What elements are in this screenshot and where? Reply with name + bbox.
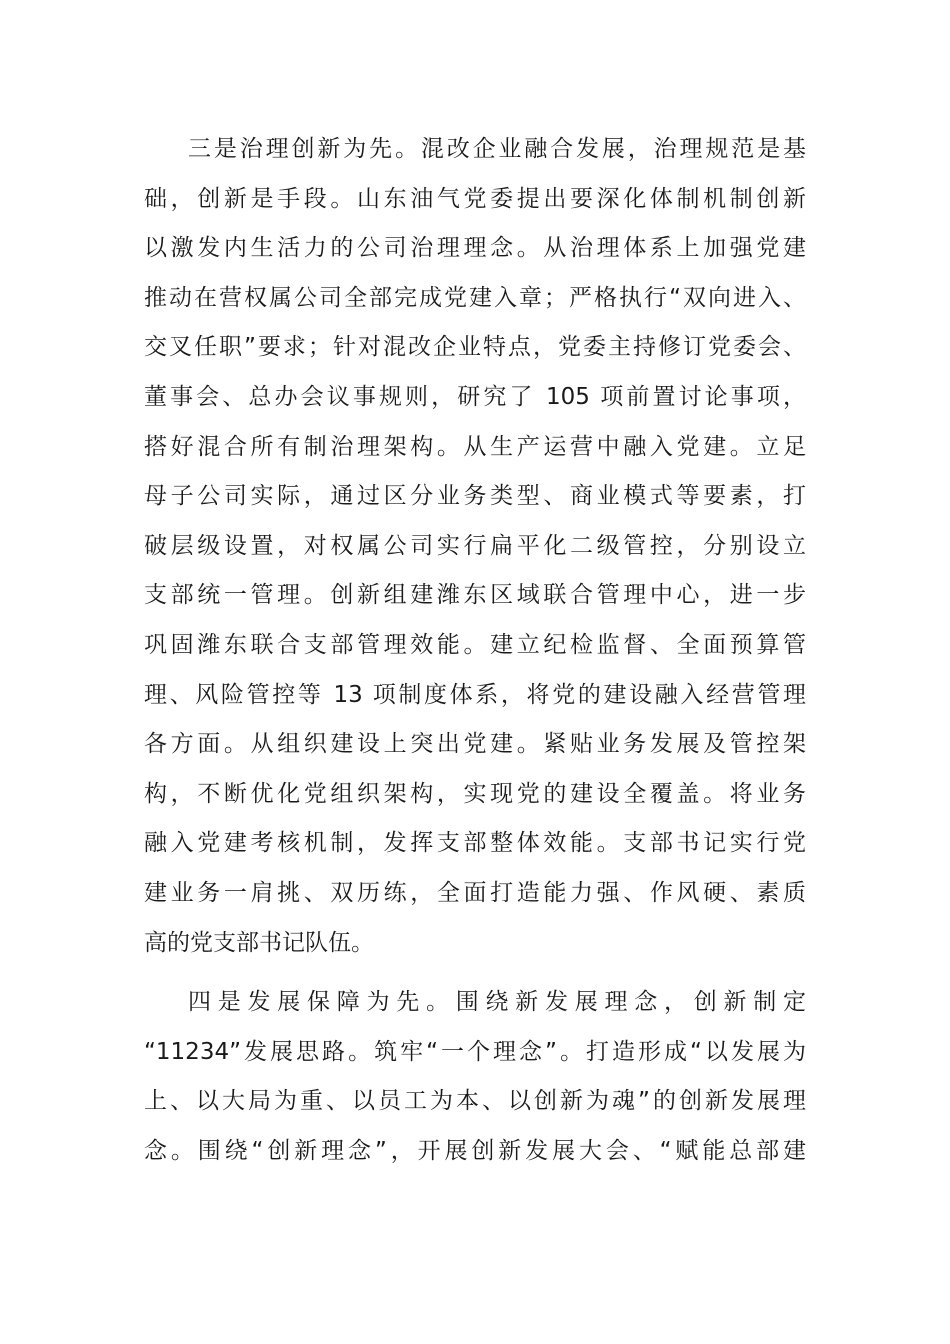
text-line: 上、以大局为重、以员工为本、以创新为魂”的创新发展理 <box>144 1088 806 1115</box>
text-line: “11234”发展思路。筑牢“一个理念”。打造形成“以发展为 <box>144 1038 806 1065</box>
text-line: 推动在营权属公司全部完成党建入章；严格执行“双向进入、 <box>144 284 806 311</box>
text-line: 以激发内生活力的公司治理理念。从治理体系上加强党建 <box>144 235 806 262</box>
text-line: 交叉任职”要求；针对混改企业特点，党委主持修订党委会、 <box>144 334 806 361</box>
text-line: 理、风险管控等 13 项制度体系，将党的建设融入经营管理 <box>144 681 806 708</box>
text-line: 董事会、总办会议事规则，研究了 105 项前置讨论事项， <box>144 383 806 410</box>
text-line: 构，不断优化党组织架构，实现党的建设全覆盖。将业务 <box>144 780 806 807</box>
text-line: 破层级设置，对权属公司实行扁平化二级管控，分别设立 <box>144 532 806 559</box>
paragraph-development-guarantee <box>144 978 806 1176</box>
text-line: 融入党建考核机制，发挥支部整体效能。支部书记实行党 <box>144 830 806 857</box>
text-line: 四是发展保障为先。围绕新发展理念，创新制定 <box>188 989 806 1016</box>
document-body <box>144 125 806 1176</box>
text-line: 搭好混合所有制治理架构。从生产运营中融入党建。立足 <box>144 433 806 460</box>
text-line: 高的党支部书记队伍。 <box>144 929 374 956</box>
text-line: 支部统一管理。创新组建潍东区域联合管理中心，进一步 <box>144 582 806 609</box>
text-line: 念。围绕“创新理念”，开展创新发展大会、“赋能总部建 <box>144 1137 806 1164</box>
text-line: 建业务一肩挑、双历练，全面打造能力强、作风硬、素质 <box>144 879 806 906</box>
text-line: 三是治理创新为先。混改企业融合发展，治理规范是基 <box>188 136 806 162</box>
text-line: 础，创新是手段。山东油气党委提出要深化体制机制创新 <box>144 185 806 212</box>
text-line: 母子公司实际，通过区分业务类型、商业模式等要素，打 <box>144 483 806 510</box>
paragraph-governance-innovation <box>144 125 806 968</box>
text-line: 各方面。从组织建设上突出党建。紧贴业务发展及管控架 <box>144 731 806 758</box>
text-line: 巩固潍东联合支部管理效能。建立纪检监督、全面预算管 <box>144 631 806 658</box>
